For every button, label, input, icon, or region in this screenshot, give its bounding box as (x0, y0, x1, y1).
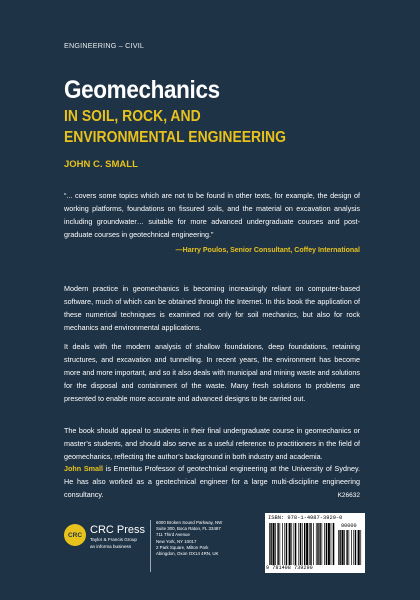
description-paragraph: Modern practice in geomechanics is becoming increasingly reliant on computer-based software, much of which can be obtained through the Internet. In this book the application of these numerical techniques is examined not only for soil mechanics, but also for rock mechanics and environmental applications. (64, 284, 360, 332)
barcode-bar (338, 530, 339, 565)
barcode-bar (324, 523, 325, 565)
barcode-bar (344, 530, 345, 565)
barcode-bar (333, 523, 334, 565)
barcode-bar (300, 523, 301, 565)
barcode-bar (269, 523, 270, 565)
catalog-code: K26632 (337, 492, 360, 499)
barcode-bar (286, 523, 287, 565)
barcode-bar (322, 523, 323, 565)
publisher-addresses (156, 520, 222, 557)
barcode-bar (349, 530, 350, 565)
barcode-bar (358, 530, 360, 565)
address-line: Suite 300, Boca Raton, FL 33487 (156, 526, 221, 532)
barcode-bar (270, 523, 271, 565)
quote-attribution: —Harry Poulos, Senior Consultant, Coffey International (175, 247, 360, 254)
barcode-bar (295, 523, 296, 565)
footer-divider (150, 520, 151, 572)
publisher-tagline: an informa business (90, 544, 132, 549)
barcode-addon-bars-icon (338, 530, 362, 565)
bio-name: John Small (64, 464, 104, 473)
barcode-bar (298, 523, 299, 565)
barcode-bar (313, 523, 314, 565)
barcode-bar (328, 523, 330, 565)
barcode-bar (302, 523, 303, 565)
barcode-bar (360, 530, 361, 565)
category-label: ENGINEERING – CIVIL (64, 41, 145, 50)
barcode-bar (306, 523, 308, 565)
barcode-bar (282, 523, 283, 565)
crc-logo-icon: CRC (64, 524, 86, 546)
barcode-bar (309, 523, 310, 565)
barcode-bar (316, 523, 317, 565)
book-subtitle (64, 106, 286, 148)
barcode-bar (304, 523, 305, 565)
barcode-bar (346, 530, 347, 565)
barcode-bar (317, 523, 318, 565)
author-bio (64, 462, 360, 501)
address-line: New York, NY 10017 (156, 538, 197, 544)
barcode-bar (351, 530, 352, 565)
bio-text: is Emeritus Professor of geotechnical engineering at the University of Sydney. He has also worked as a geotechnical engineer for a large multi-discipline engineering consultancy. (64, 464, 360, 499)
isbn-text: ISBN: 978-1-4987-3929-0 (268, 515, 343, 521)
publisher-name: CRC Press (90, 524, 146, 536)
book-title: Geomechanics (64, 76, 220, 104)
subtitle-line: IN SOIL, ROCK, AND (64, 108, 201, 125)
barcode-bar (342, 530, 344, 565)
barcode-bar (275, 523, 276, 565)
address-line: 6000 Broken Sound Parkway, NW (156, 520, 223, 525)
address-line: Abingdon, Oxon OX14 4RN, UK (156, 551, 219, 557)
publisher-group: Taylor & Francis Group (90, 537, 137, 542)
barcode-bar (353, 530, 354, 565)
barcode-bar (284, 523, 285, 565)
barcode-bar (326, 523, 327, 565)
address-line: 711 Third Avenue (156, 532, 190, 538)
barcode-bar (291, 523, 292, 565)
barcode-bar (319, 523, 320, 565)
barcode-digits: 9 781498 739290 (266, 565, 313, 571)
barcode-bar (355, 530, 356, 565)
barcode-addon-digits: 90000 (341, 523, 357, 529)
barcode-bar (277, 523, 278, 565)
barcode-bar (280, 523, 281, 565)
barcode-bar (310, 523, 311, 565)
isbn-barcode (265, 513, 365, 573)
barcode-bar (289, 523, 291, 565)
subtitle-line: ENVIRONMENTAL ENGINEERING (64, 129, 286, 146)
barcode-bar (339, 530, 340, 565)
barcode-bars-icon (269, 523, 335, 565)
author-name: JOHN C. SMALL (64, 159, 138, 170)
barcode-bar (273, 523, 275, 565)
address-line: 2 Park Square, Milton Park (156, 544, 209, 550)
description-paragraph: The book should appeal to students in their final undergraduate course in geomechanics or master’s students, and should also serve as a useful reference to practitioners in the field of geomechanics, reflecting the author’s background in both industry and academia. (64, 426, 360, 461)
barcode-bar (331, 523, 332, 565)
description-paragraph: It deals with the modern analysis of shallow foundations, deep foundations, retaining structures, and excavation and tunnelling. In recent years, the environment has become more and more important, and so it also deals with municipal and mining waste and solutions for the disposal and containment of the waste. Many fresh solutions to problems are presented to enable more accurate and advanced designs to be carried out. (64, 342, 360, 403)
barcode-bar (294, 523, 295, 565)
review-quote: “... covers some topics which are not to be found in other texts, for example, the design of working platforms, foundations on fissured soils, and the material on excavation analysis including groundwater… suitable for more advanced undergraduate courses and post-graduate courses in geotechnical engineering.” (64, 191, 360, 239)
